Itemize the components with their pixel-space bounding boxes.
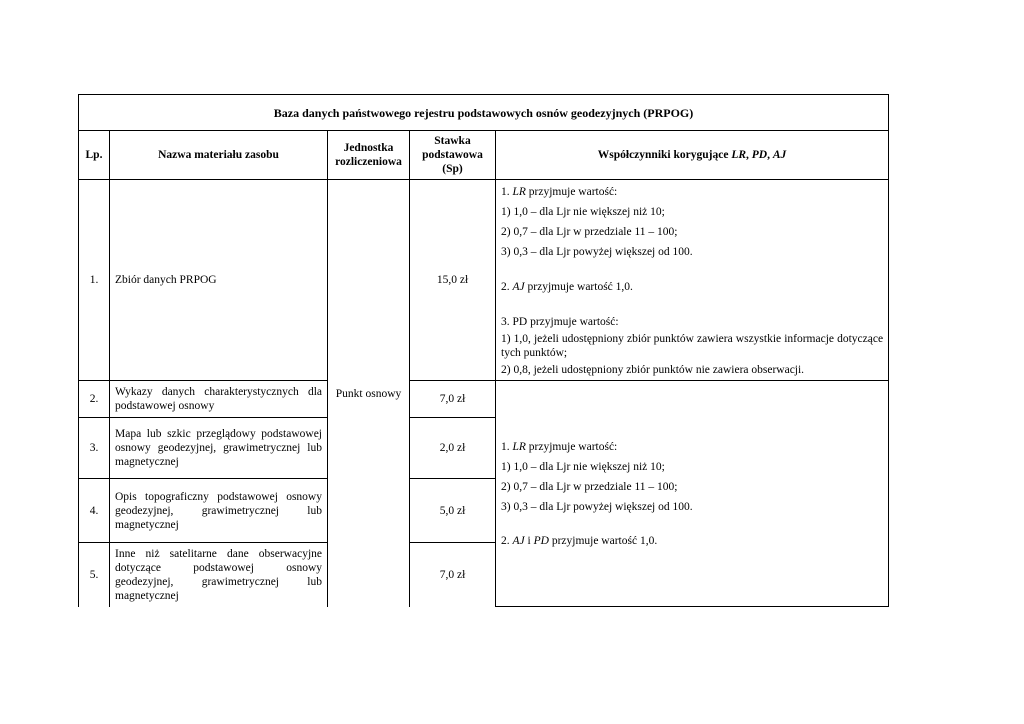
coef1-aj-italic: AJ [512,281,525,293]
coef1-pd-item-1: 1) 1,0, jeżeli udostępniony zbiór punktów zawiera wszystkie informacje dotyczące tych punktów; [501,333,884,359]
coef1-pd-heading: 3. PD przyjmuje wartość: [501,316,619,328]
row-2-rate: 7,0 zł [410,381,496,418]
coef2-ajpd-italic1: AJ [512,534,525,547]
header-coef-prefix: Współczynniki korygujące [597,149,732,161]
row-3-lp: 3. [79,418,110,479]
coef2-lr-suffix: przyjmuje wartość: [525,440,618,453]
table-row [79,180,889,381]
header-coef-sep1: , [746,149,752,161]
table-row [79,381,889,418]
coef2-lr-item-2: 2) 0,7 – dla Ljr w przedziale 11 – 100; [501,480,678,493]
coef2-lr-item-1: 1) 1,0 – dla Ljr nie większej niż 10; [501,460,665,473]
coef1-lr-item-2: 2) 0,7 – dla Ljr w przedziale 11 – 100; [501,226,678,238]
coef1-lr-italic: LR [512,186,526,198]
row-5-lp: 5. [79,543,110,607]
header-coef-pd: PD [751,149,768,161]
row-2-name: Wykazy danych charakterystycznych dla podstawowej osnowy [110,381,328,418]
header-rate-line3: (Sp) [442,163,463,175]
header-coef-lr: LR [731,149,747,161]
header-unit-line1: Jednostka [343,142,394,154]
coef1-aj-suffix: przyjmuje wartość 1,0. [524,281,633,293]
header-coef [496,131,889,180]
unit-cell: Punkt osnowy [328,381,410,607]
coef2-ajpd-suffix: przyjmuje wartość 1,0. [548,534,658,547]
row-5-rate: 7,0 zł [410,543,496,607]
table-header-row [79,131,889,180]
coef1-lr-prefix: 1. [501,186,513,198]
table-title-row [79,95,889,131]
coef2-lr-italic: LR [512,440,526,453]
header-rate-line2: podstawowa [422,149,483,161]
row-3-name: Mapa lub szkic przeglądowy podstawowej osnowy geodezyjnej, grawimetrycznej lub magnetycznej [110,418,328,479]
coef2-ajpd-prefix: 2. [501,534,513,547]
coef1-lr-item-1: 1) 1,0 – dla Ljr nie większej niż 10; [501,206,665,218]
row-5-name: Inne niż satelitarne dane obserwacyjne dotyczące podstawowej osnowy geodezyjnej, grawimetrycznej lub magnetycznej [110,543,328,607]
table-title: Baza danych państwowego rejestru podstawowych osnów geodezyjnych (PRPOG) [79,95,889,131]
row-4-rate: 5,0 zł [410,479,496,543]
row-4-name: Opis topograficzny podstawowej osnowy geodezyjnej, grawimetrycznej lub magnetycznej [110,479,328,543]
coef1-aj-line [501,280,883,294]
coef1-lr-heading [501,185,883,199]
row-1-name: Zbiór danych PRPOG [110,180,328,381]
coef1-aj-prefix: 2. [501,281,513,293]
row-2-lp: 2. [79,381,110,418]
coef2-ajpd-italic2: PD [533,534,549,547]
header-coef-sep2: , [767,149,773,161]
prpog-fee-table [78,94,889,607]
header-name: Nazwa materiału zasobu [110,131,328,180]
header-lp: Lp. [79,131,110,180]
coef2-lr-heading [501,440,883,454]
row-1-coefficients [496,180,889,381]
coef2-lr-prefix: 1. [501,440,513,453]
row-1-rate: 15,0 zł [410,180,496,381]
header-unit-line2: rozliczeniowa [335,156,402,168]
rows-2-5-coefficients [496,381,889,607]
header-rate-line1: Stawka [434,135,471,147]
coef2-ajpd-line [501,534,883,548]
row-3-rate: 2,0 zł [410,418,496,479]
coef1-lr-item-3: 3) 0,3 – dla Ljr powyżej większej od 100. [501,246,693,258]
header-unit [328,131,410,180]
row-1-lp: 1. [79,180,110,381]
header-coef-aj: AJ [772,149,787,161]
row-4-lp: 4. [79,479,110,543]
header-rate [410,131,496,180]
row-1-unit-empty [328,180,410,381]
coef2-lr-item-3: 3) 0,3 – dla Ljr powyżej większej od 100. [501,500,693,513]
coef1-pd-item-2: 2) 0,8, jeżeli udostępniony zbiór punktów nie zawiera obserwacji. [501,364,805,376]
coef2-ajpd-mid: i [524,534,534,547]
coef1-lr-suffix: przyjmuje wartość: [525,186,618,198]
